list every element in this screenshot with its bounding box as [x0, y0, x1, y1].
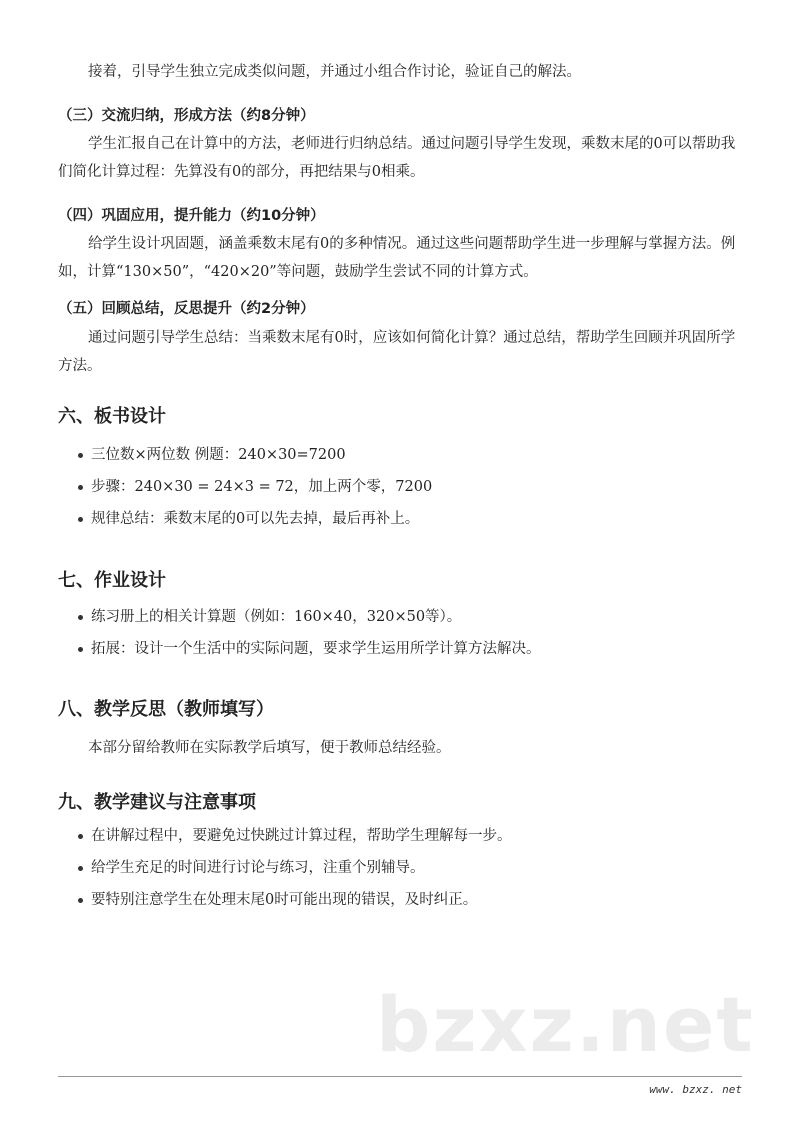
- subsection-title-4: （四）巩固应用，提升能力（约10分钟）: [58, 208, 325, 224]
- footer-url: www. bzxz. net: [649, 1083, 742, 1096]
- subsection-title-5: （五）回顾总结，反思提升（约2分钟）: [58, 301, 315, 317]
- watermark-logo: bzxz.net: [376, 980, 755, 1069]
- list-item: 要特别注意学生在处理末尾0时可能出现的错误，及时纠正。: [78, 890, 758, 922]
- section-heading-board-design: 六、板书设计: [58, 406, 166, 427]
- list-item: 三位数×两位数 例题：240×30=7200: [78, 445, 758, 477]
- homework-list: [78, 607, 758, 671]
- section-heading-reflection: 八、教学反思（教师填写）: [58, 699, 274, 720]
- board-design-list: [78, 445, 758, 541]
- suggestions-list: [78, 826, 758, 922]
- section-heading-suggestions: 九、教学建议与注意事项: [58, 792, 256, 813]
- list-item: 练习册上的相关计算题（例如：160×40，320×50等）。: [78, 607, 758, 639]
- footer-divider: [58, 1076, 742, 1077]
- paragraph-guided-practice: 接着，引导学生独立完成类似问题，并通过小组合作讨论，验证自己的解法。: [88, 64, 581, 80]
- list-item: 在讲解过程中，要避免过快跳过计算过程，帮助学生理解每一步。: [78, 826, 758, 858]
- list-item: 拓展：设计一个生活中的实际问题，要求学生运用所学计算方法解决。: [78, 639, 758, 671]
- list-item: 步骤：240×30 = 24×3 = 72，加上两个零，7200: [78, 477, 758, 509]
- paragraph-summary-method: 学生汇报自己在计算中的方法，老师进行归纳总结。通过问题引导学生发现，乘数末尾的0可以帮助我们简化计算过程：先算没有0的部分，再把结果与0相乘。: [58, 136, 736, 180]
- paragraph-review: 通过问题引导学生总结：当乘数末尾有0时，应该如何简化计算？通过总结，帮助学生回顾并巩固所学方法。: [58, 330, 736, 374]
- list-item: 规律总结：乘数末尾的0可以先去掉，最后再补上。: [78, 509, 758, 541]
- section-heading-homework: 七、作业设计: [58, 570, 166, 591]
- paragraph-reflection: 本部分留给教师在实际教学后填写，便于教师总结经验。: [88, 740, 451, 756]
- paragraph-consolidation: 给学生设计巩固题，涵盖乘数末尾有0的多种情况。通过这些问题帮助学生进一步理解与掌握方法。例如，计算“130×50”，“420×20”等问题，鼓励学生尝试不同的计算方式。: [58, 236, 736, 280]
- list-item: 给学生充足的时间进行讨论与练习，注重个别辅导。: [78, 858, 758, 890]
- subsection-title-3: （三）交流归纳，形成方法（约8分钟）: [58, 108, 315, 124]
